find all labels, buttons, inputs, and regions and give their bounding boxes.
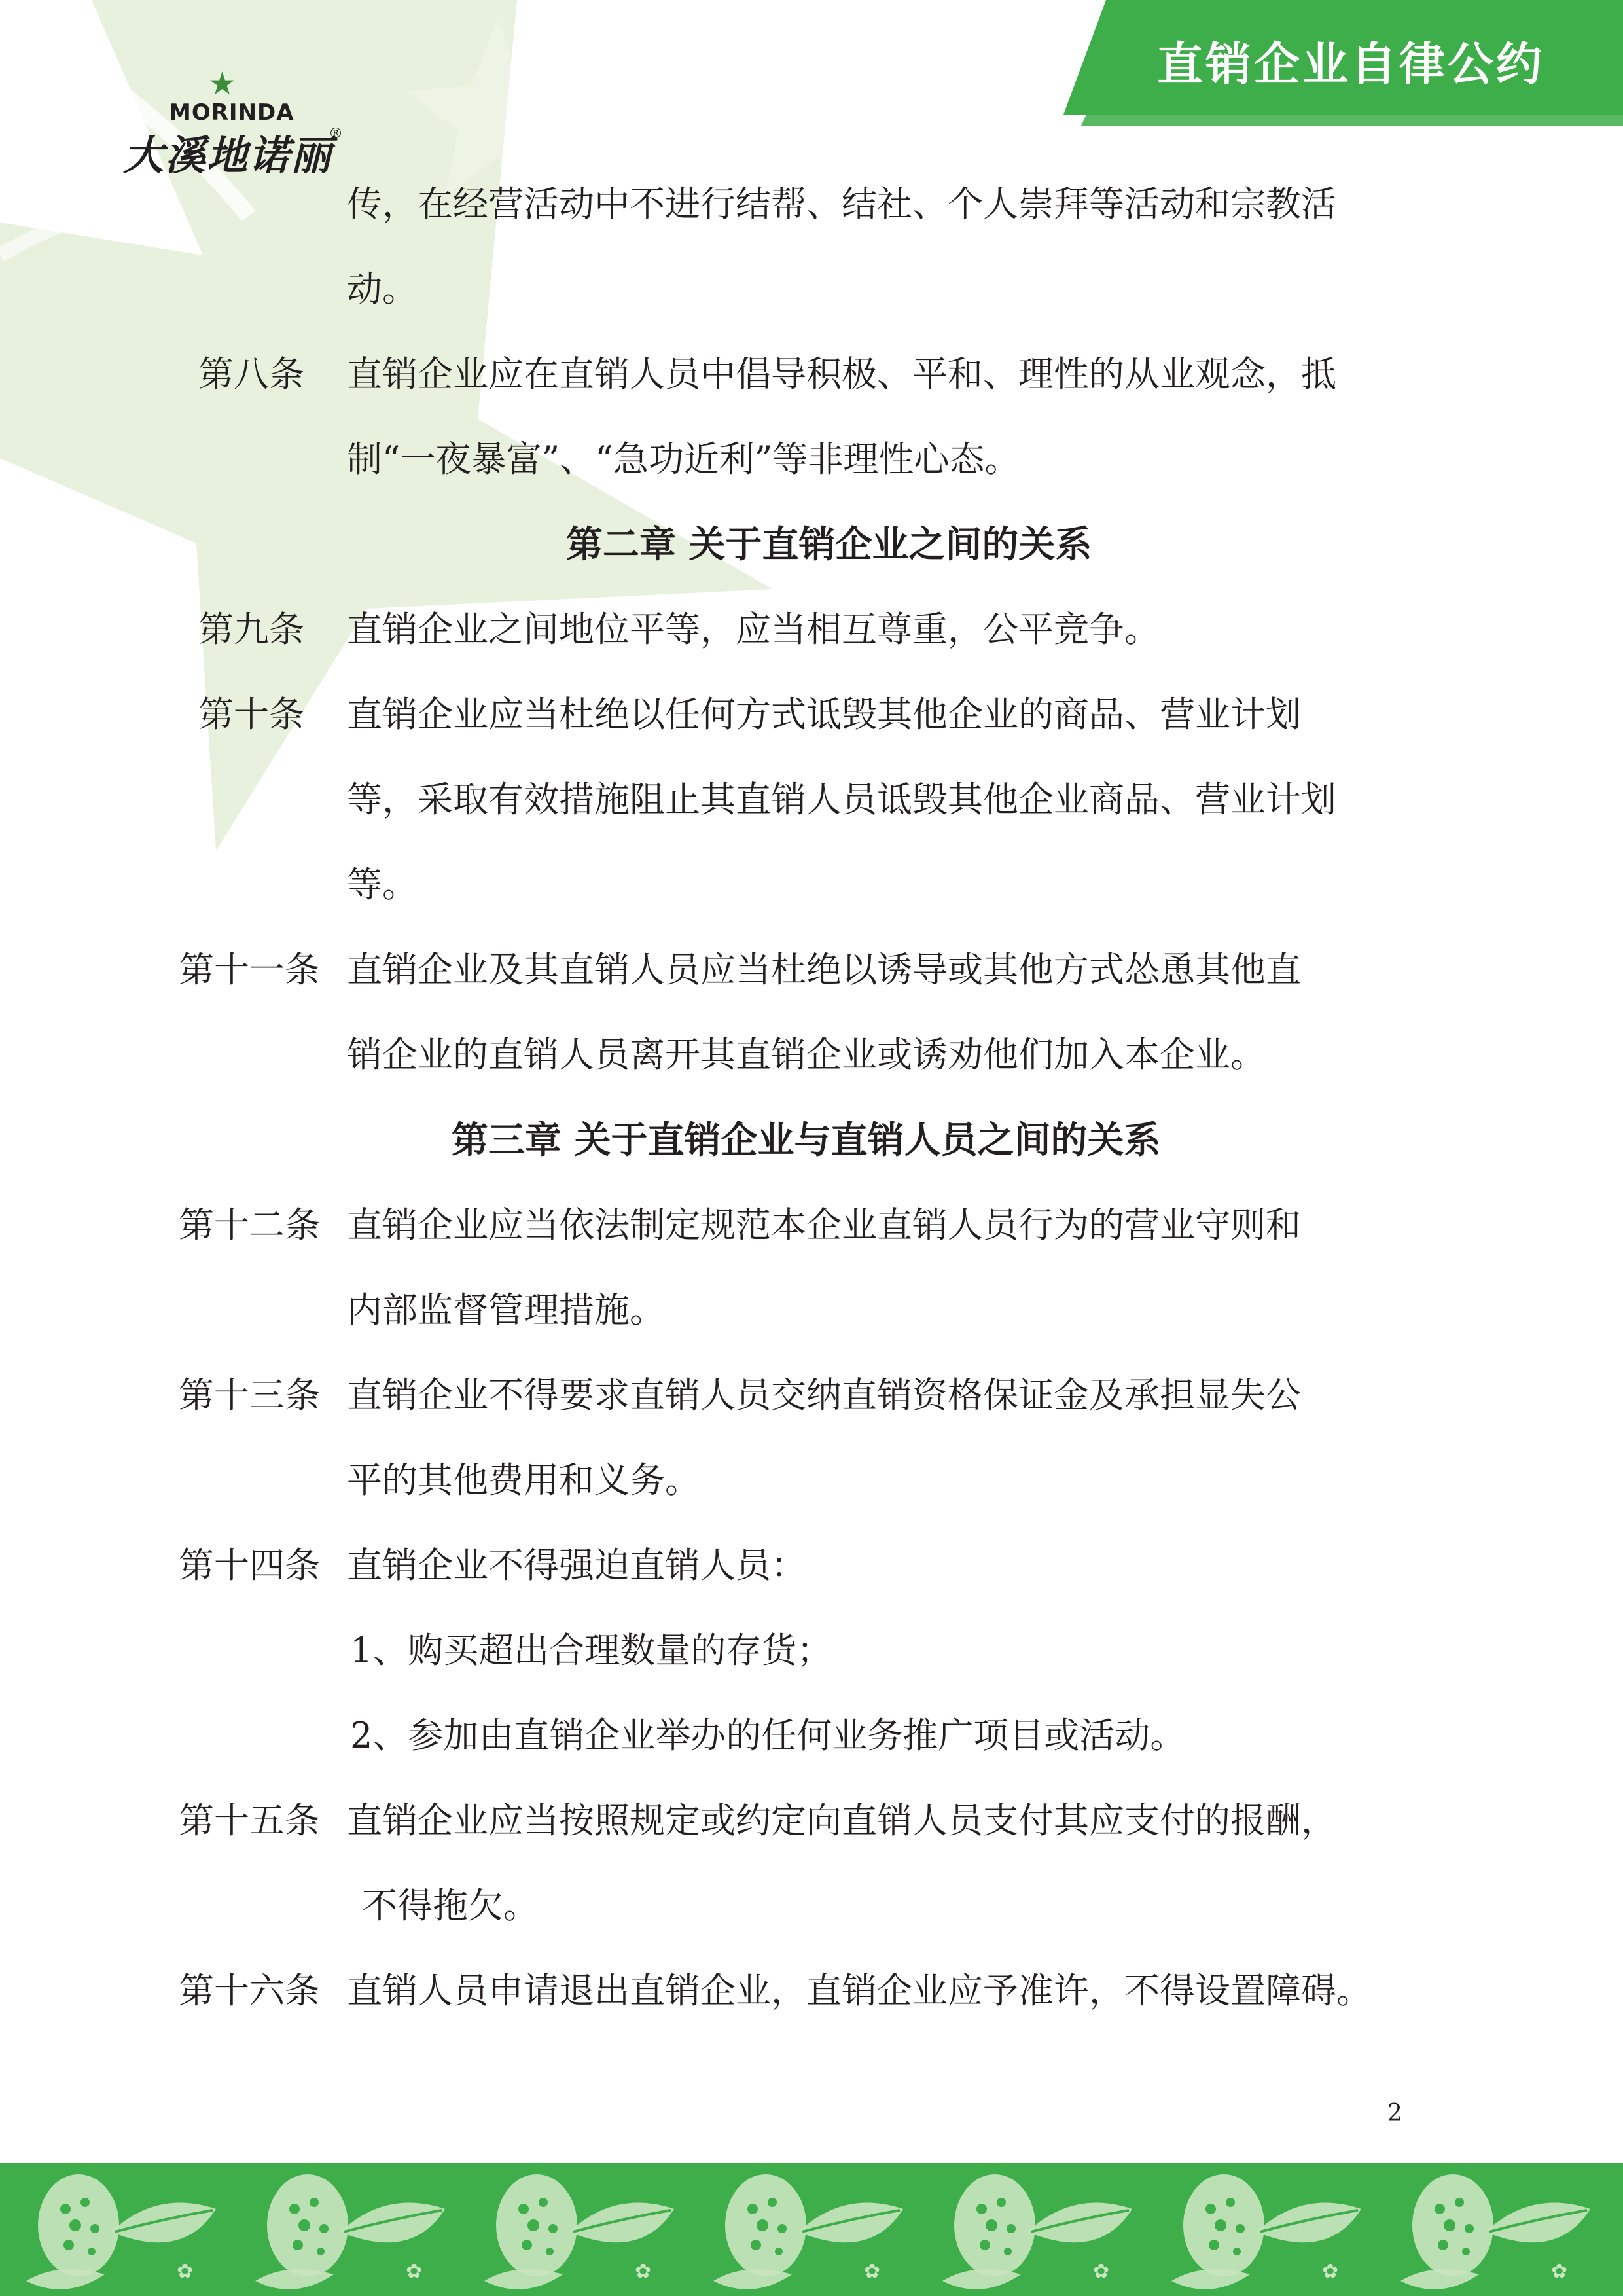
body-line: 不得拖欠。: [362, 1885, 539, 1926]
morinda-logo: [118, 65, 353, 179]
logo-wordmark-cn: 大溪地诺丽: [123, 132, 333, 179]
star-icon: ★: [208, 65, 237, 102]
body-line: 动。: [347, 268, 418, 310]
body-line: 直销企业应当按照规定或约定向直销人员支付其应支付的报酬，: [347, 1800, 1336, 1841]
list-item: 2、参加由直销企业举办的任何业务推广项目或活动。: [350, 1715, 1186, 1756]
body-line: 内部监督管理措施。: [347, 1289, 665, 1331]
page-number: 2: [1387, 2100, 1402, 2126]
registered-mark: ®: [329, 126, 343, 142]
body-line: 直销企业及其直销人员应当杜绝以诱导或其他方式怂恿其他直: [347, 949, 1301, 990]
body-line: 传，在经营活动中不进行结帮、结社、个人崇拜等活动和宗教活: [347, 183, 1336, 224]
body-line: 等。: [347, 864, 418, 905]
body-line: 直销企业之间地位平等，应当相互尊重，公平竞争。: [347, 609, 1160, 650]
body-line: 直销企业应当杜绝以任何方式诋毁其他企业的商品、营业计划: [347, 694, 1301, 735]
article-label: 第十三条: [179, 1374, 320, 1416]
footer-decorative-band: [0, 2163, 1623, 2296]
article-label: 第十五条: [179, 1800, 320, 1841]
logo-wordmark-en: MORINDA: [169, 99, 294, 126]
body-line: 平的其他费用和义务。: [347, 1460, 700, 1501]
body-line: 直销企业不得要求直销人员交纳直销资格保证金及承担显失公: [347, 1374, 1301, 1416]
chapter-heading: 第三章 关于直销企业与直销人员之间的关系: [452, 1119, 1161, 1162]
article-label: 第八条: [198, 353, 304, 395]
article-label: 第九条: [198, 609, 304, 650]
article-label: 第十六条: [179, 1970, 320, 2011]
chapter-heading: 第二章 关于直销企业之间的关系: [566, 523, 1092, 566]
body-line: 直销企业应在直销人员中倡导积极、平和、理性的从业观念，抵: [347, 353, 1336, 395]
article-label: 第十二条: [179, 1204, 320, 1246]
article-label: 第十条: [198, 694, 304, 735]
body-line: 直销人员申请退出直销企业，直销企业应予准许，不得设置障碍。: [347, 1970, 1372, 2011]
body-line: 等，采取有效措施阻止其直销人员诋毁其他企业商品、营业计划: [347, 779, 1336, 820]
body-line: 制“一夜暴富”、“急功近利”等非理性心态。: [347, 439, 1020, 480]
body-line: 销企业的直销人员离开其直销企业或诱劝他们加入本企业。: [347, 1034, 1266, 1075]
body-line: 直销企业应当依法制定规范本企业直销人员行为的营业守则和: [347, 1204, 1301, 1246]
article-label: 第十一条: [179, 949, 320, 990]
article-label: 第十四条: [179, 1545, 320, 1586]
body-line: 直销企业不得强迫直销人员：: [347, 1545, 806, 1586]
list-item: 1、购买超出合理数量的存货；: [350, 1630, 832, 1671]
header-title: 直销企业自律公约: [1157, 37, 1544, 91]
